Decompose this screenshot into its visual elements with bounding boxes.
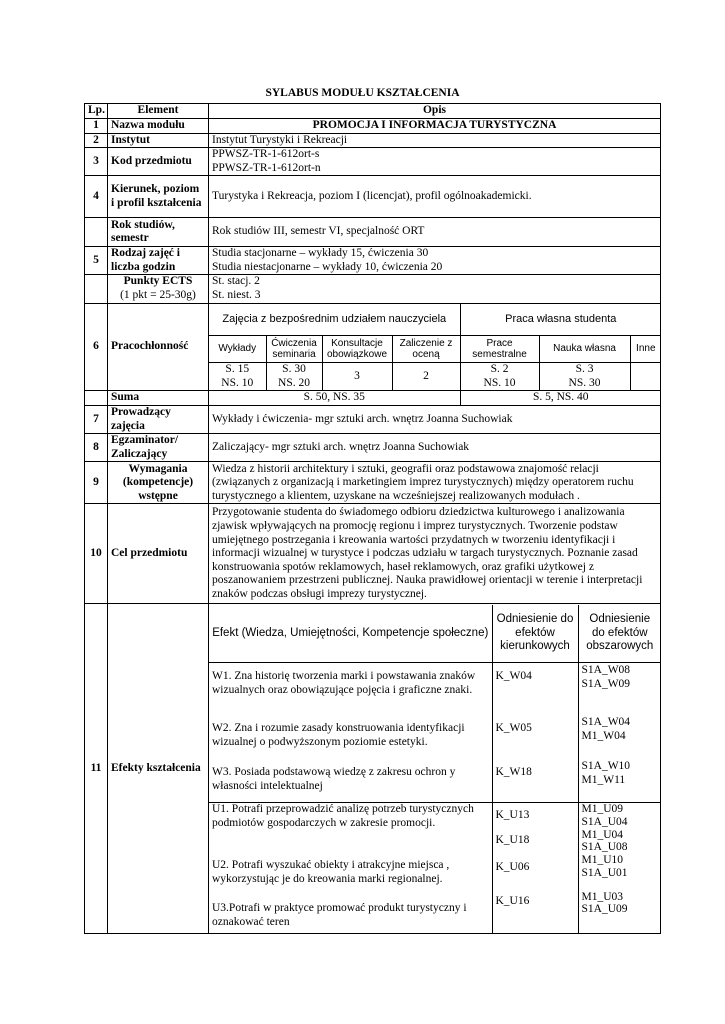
ref-u3: K_U16	[495, 895, 530, 908]
ref-w3: K_W18	[495, 766, 532, 779]
outcomes-table	[209, 605, 661, 933]
table-row	[85, 434, 661, 462]
row-label: Kod przedmiotu	[108, 148, 209, 176]
outcome-u2: U2. Potrafi wyszukać obiekty i atrakcyjne miejsca , wykorzystując je do kreowania marki regionalnej.	[212, 859, 450, 885]
table-row	[85, 462, 661, 504]
row-label	[108, 275, 209, 303]
row-label: Prowadzący zajęcia	[108, 406, 209, 434]
value-part-time: NS. 10	[221, 376, 254, 389]
outcomes-knowledge-area	[578, 663, 661, 803]
ects-part-time: St. niest. 3	[212, 288, 261, 301]
module-name: PROMOCJA I INFORMACJA TURYSTYCZNA	[209, 118, 661, 133]
outcomes-header-effect: Efekt (Wiedza, Umiejętności, Kompetencje społeczne)	[209, 605, 492, 663]
course-code-value	[209, 148, 661, 176]
ref-w2: K_W05	[495, 722, 532, 735]
hours-part-time: Studia niestacjonarne – wykłady 10, ćwiczenia 20	[212, 260, 443, 273]
row-number: 4	[85, 176, 108, 218]
outcome-w1: W1. Zna historię tworzenia marki i powstawania znaków wizualnych oraz obowiązujące pojęcia i graficzne znaki.	[212, 670, 476, 696]
header-lp: Lp.	[85, 104, 108, 119]
area-code: S1A_W09	[581, 677, 631, 690]
area-code: M1_U04	[581, 828, 624, 841]
table-row	[85, 303, 661, 391]
header-element: Element	[108, 104, 209, 119]
row-label: Instytut	[108, 133, 209, 148]
sum-cell	[209, 391, 661, 406]
workload-cell	[209, 303, 661, 391]
area-w3	[582, 760, 659, 787]
workload-val-lectures	[209, 363, 266, 391]
ects-value	[209, 275, 661, 303]
syllabus-table	[84, 103, 661, 934]
outcomes-skills	[209, 803, 492, 933]
row-number: 3	[85, 148, 108, 176]
area-code: M1_W04	[581, 729, 626, 742]
table-header	[85, 104, 661, 119]
document-title: SYLABUS MODUŁU KSZTAŁCENIA	[265, 87, 460, 99]
row-number: 7	[85, 406, 108, 434]
table-row	[85, 118, 661, 133]
outcome-u1: U1. Potrafi przeprowadzić analizę potrzeb turystycznych podmiotów gospodarczych w zakresie promocji.	[212, 803, 474, 829]
row-label: Kierunek, poziom i profil kształcenia	[108, 176, 209, 218]
area-code: M1_U10	[581, 853, 624, 866]
workload-group-student: Praca własna studenta	[460, 304, 661, 336]
field-of-study-value: Turystyka i Rekreacja, poziom I (licencjat), profil ogólnoakademicki.	[209, 176, 661, 218]
row-label: Pracochłonność	[108, 303, 209, 391]
area-code: S1A_W04	[581, 716, 631, 729]
outcomes-header-area: Odniesienie do efektów obszarowych	[578, 605, 661, 663]
area-code: S1A_U01	[581, 866, 628, 879]
ref-w1: K_W04	[495, 670, 532, 683]
sum-teacher: S. 50, NS. 35	[209, 391, 460, 405]
table-row	[85, 148, 661, 176]
outcomes-header-field: Odniesienie do efektów kierunkowych	[492, 605, 578, 663]
row-number: 2	[85, 133, 108, 148]
workload-val-papers	[460, 363, 539, 391]
row-label: Rodzaj zajęć i liczba godzin	[108, 247, 209, 275]
header-opis: Opis	[209, 104, 661, 119]
outcomes-cell	[209, 604, 661, 934]
ref-u1: K_U13	[495, 809, 530, 822]
outcome-w2: W2. Zna i rozumie zasady konstruowania identyfikacji wizualnej o podwyższonym poziomie estetyki.	[212, 722, 465, 748]
workload-val-credit: 2	[392, 363, 460, 391]
outcomes-skills-area	[578, 803, 661, 933]
row-label: Egzaminator/ Zaliczający	[108, 434, 209, 462]
workload-val-self-study	[539, 363, 630, 391]
row-number-empty	[85, 391, 108, 406]
institute-value: Instytut Turystyki i Rekreacji	[209, 133, 661, 148]
table-row	[85, 391, 661, 406]
area-code: M1_U03	[581, 890, 624, 903]
area-code: S1A_U09	[581, 903, 628, 916]
class-hours-value	[209, 247, 661, 275]
table-row	[85, 604, 661, 934]
ref-u1: K_U18	[495, 834, 530, 847]
area-code: S1A_U08	[581, 841, 628, 854]
outcomes-knowledge-field	[492, 663, 578, 803]
ects-label: Punkty ECTS	[123, 275, 193, 288]
outcomes-knowledge	[209, 663, 492, 803]
workload-val-consultations: 3	[322, 363, 392, 391]
value-full-time: S. 30	[282, 363, 306, 375]
row-number: 11	[85, 604, 108, 934]
value-full-time: S. 3	[575, 363, 594, 375]
value-part-time: NS. 30	[568, 376, 601, 389]
area-w1	[582, 664, 659, 716]
row-number-empty	[85, 275, 108, 303]
outcomes-skills-field	[492, 803, 578, 933]
ects-full-time: St. stacj. 2	[212, 275, 260, 288]
workload-group-teacher: Zajęcia z bezpośrednim udziałem nauczyciela	[209, 304, 460, 336]
workload-col-self-study: Nauka własna	[539, 336, 630, 363]
workload-col-lectures: Wykłady	[209, 336, 266, 363]
workload-col-exercises: Ćwiczenia seminaria	[266, 336, 322, 363]
table-row	[85, 275, 661, 303]
outcome-u3: U3.Potrafi w praktyce promować produkt turystyczny i oznakować teren	[212, 902, 467, 928]
outcome-w3: W3. Posiada podstawową wiedzę z zakresu ochron y własności intelektualnej	[212, 766, 456, 792]
table-row	[85, 247, 661, 275]
table-row	[85, 176, 661, 218]
workload-val-other	[630, 363, 661, 391]
sum-table	[209, 391, 661, 405]
value-part-time: NS. 10	[483, 376, 516, 389]
value-full-time: S. 15	[225, 363, 250, 375]
row-label: Cel przedmiotu	[108, 504, 209, 604]
row-label: Suma	[108, 391, 209, 406]
row-number: 5	[85, 247, 108, 275]
row-number: 1	[85, 118, 108, 133]
course-code-full-time: PPWSZ-TR-1-612ort-s	[212, 148, 320, 161]
row-label: Efekty kształcenia	[108, 604, 209, 934]
table-row	[85, 406, 661, 434]
area-code: S1A_W08	[581, 664, 631, 677]
value-part-time: NS. 20	[278, 376, 310, 389]
area-code: M1_U09	[581, 803, 624, 816]
table-row	[85, 133, 661, 148]
row-label: Wymagania (kompetencje) wstępne	[108, 462, 209, 504]
workload-col-consultations: Konsultacje obowiązkowe	[322, 336, 392, 363]
course-code-part-time: PPWSZ-TR-1-612ort-n	[212, 161, 321, 174]
ects-note: (1 pkt = 25-30g)	[120, 288, 196, 301]
value-full-time: S. 2	[490, 363, 509, 375]
ref-u2: K_U06	[495, 861, 530, 874]
row-number: 9	[85, 462, 108, 504]
workload-table	[209, 304, 661, 391]
prerequisites-value: Wiedza z historii architektury i sztuki, geografii oraz podstawowa znajomość relacji (związanych z organizacją i marketingiem imprez turystycznych) między operatorem ruchu turystycznego a klientem, uzyskane na wcześniejszej realizowanych modułach .	[209, 462, 661, 504]
area-code: S1A_W10	[581, 760, 631, 773]
course-objective-value: Przygotowanie studenta do świadomego odbioru dziedzictwa kulturowego i analizowania zjawisk wpływających na promocję regionu i imprez turystycznych. Tworzenie podstaw umiejętnego postrzegania i kreowania wartości przydatnych w tworzeniu identyfikacji i informacji wizualnej w turystyce i podczas udziału w targach turystycznych. Poznanie zasad konstruowania spotów reklamowych, haseł reklamowych, oraz grafiki użytkowej z poszanowaniem przestrzeni publicznej. Nauka prawidłowej orientacji w terenie i interpretacji znaków podczas obsługi imprezy turystycznej.	[209, 504, 661, 604]
row-number: 10	[85, 504, 108, 604]
workload-val-exercises	[266, 363, 322, 391]
row-label: Rok studiów, semestr	[108, 218, 209, 247]
year-semester-value: Rok studiów III, semestr VI, specjalność ORT	[209, 218, 661, 247]
sum-student: S. 5, NS. 40	[460, 391, 661, 405]
row-number-empty	[85, 218, 108, 247]
row-number: 6	[85, 303, 108, 391]
table-row	[85, 504, 661, 604]
area-code: M1_W11	[581, 773, 626, 786]
area-w2	[582, 716, 659, 760]
workload-col-credit: Zaliczenie z oceną	[392, 336, 460, 363]
row-number: 8	[85, 434, 108, 462]
row-label: Nazwa modułu	[108, 118, 209, 133]
workload-col-other: Inne	[630, 336, 661, 363]
workload-col-papers: Prace semestralne	[460, 336, 539, 363]
examiner-value: Zaliczający- mgr sztuki arch. wnętrz Joanna Suchowiak	[209, 434, 661, 462]
area-code: S1A_U04	[581, 816, 628, 829]
table-row	[85, 218, 661, 247]
hours-full-time: Studia stacjonarne – wykłady 15, ćwiczenia 30	[212, 247, 429, 260]
lecturer-value: Wykłady i ćwiczenia- mgr sztuki arch. wnętrz Joanna Suchowiak	[209, 406, 661, 434]
